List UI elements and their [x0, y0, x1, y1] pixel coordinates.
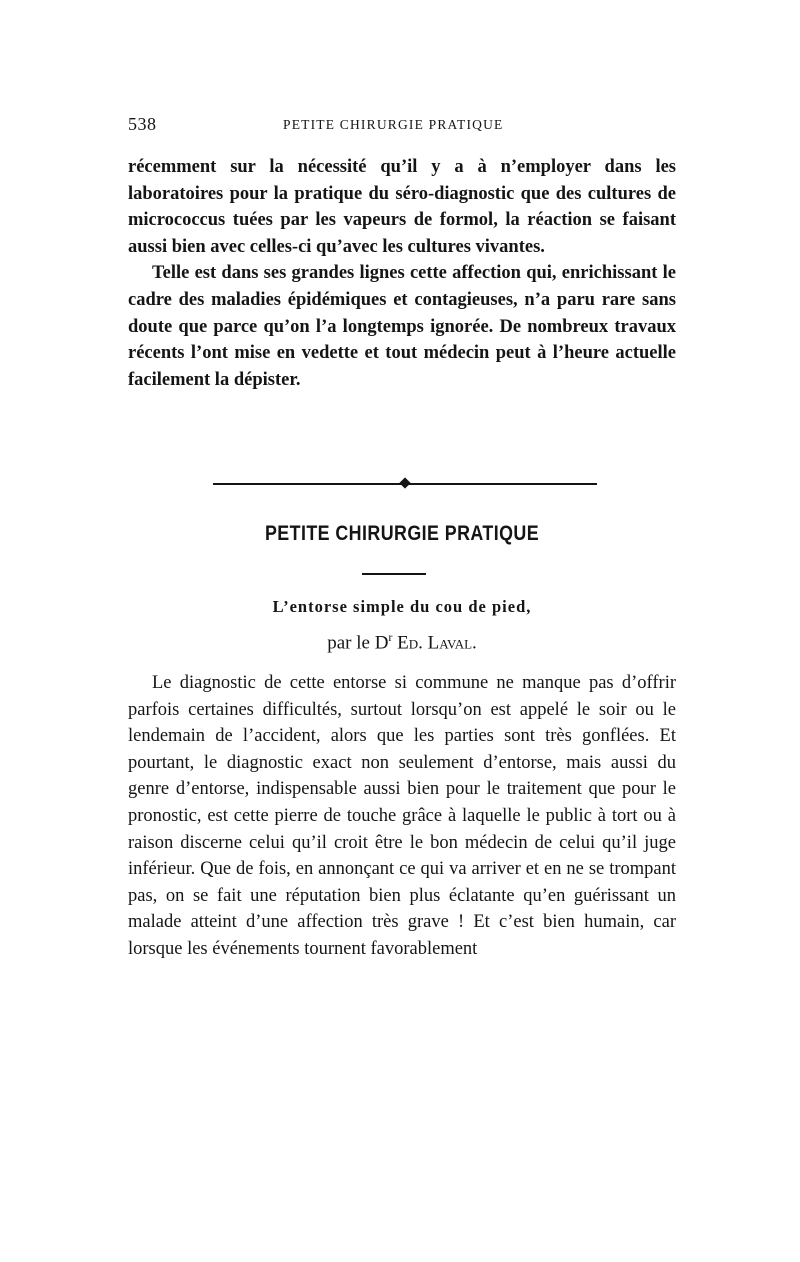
byline-superscript: r: [388, 630, 393, 644]
byline-author: Ed. Laval.: [397, 632, 477, 654]
page-header: [128, 114, 678, 138]
intro-paragraph-2: Telle est dans ses grandes lignes cette affection qui, enrichissant le cadre des maladies épidémiques et contagieuses, n’a paru rare sans doute que parce qu’on l’a longtemps ignorée. De nombreux travaux récents l’ont mise en vedette et tout médecin peut à l’heure actuelle facilement la dépister.: [128, 263, 676, 390]
article-title: L’entorse simple du cou de pied,: [272, 597, 532, 616]
section-title: PETITE CHIRURGIE PRATIQUE: [264, 522, 540, 545]
article-byline: [128, 630, 676, 654]
intro-text: [128, 154, 676, 393]
body-paragraph-1: Le diagnostic de cette entorse si commune ne manque pas d’offrir parfois certaines difficultés, surtout lorsqu’on est appelé le soir ou le lendemain de l’accident, alors que les parties sont très gonflées. Et pourtant, le diagnostic exact non seulement d’entorse, mais aussi du genre d’entorse, indispensable aussi bien pour le traitement que pour le pronostic, est cette pierre de touche grâce à laquelle le public à tort ou à raison discerne celui qu’il croit être le bon médecin de celui qu’il juge inférieur. Que de fois, en annonçant ce qui va arriver et en ne se trompant pas, on se fait une réputation bien plus éclatante qu’en guérissant un malade atteint d’une affection très grave ! Et c’est bien humain, car lorsque les événements tournent favorablement: [128, 673, 676, 959]
title-rule: [362, 573, 426, 575]
byline-prefix: par le D: [327, 632, 389, 654]
intro-paragraph-1: récemment sur la nécessité qu’il y a à n’employer dans les laboratoires pour la pratique du séro-diagnostic que des cultures de micrococcus tuées par les vapeurs de formol, la réaction se faisant aussi bien avec celles-ci qu’avec les cultures vivantes.: [128, 157, 676, 257]
section-ornament: [213, 478, 597, 490]
ornament-diamond-icon: [399, 477, 410, 488]
article-body: [128, 670, 676, 963]
running-title: PETITE CHIRURGIE PRATIQUE: [283, 117, 504, 132]
page-number: 538: [128, 114, 157, 134]
